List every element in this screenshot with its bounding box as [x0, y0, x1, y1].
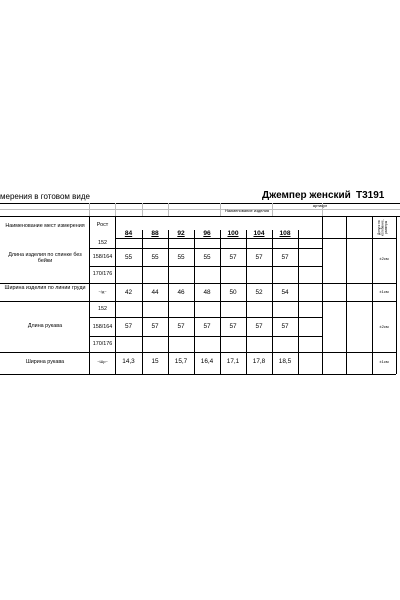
measurement-symbol: ~/д~: [98, 289, 107, 294]
table-bottom-border: [0, 374, 396, 375]
value-cell: 57: [281, 254, 289, 261]
grid-line: [272, 203, 273, 216]
value-cell: 57: [281, 323, 289, 330]
value-cell: 57: [255, 323, 263, 330]
value-cell: 57: [151, 323, 159, 330]
size-96: 96: [203, 230, 211, 237]
grid-line: [142, 203, 143, 216]
row-border: [89, 336, 322, 337]
value-cell: 46: [177, 289, 185, 296]
table-top-border: [0, 216, 400, 217]
col-border: [396, 216, 397, 374]
value-cell: 18,5: [278, 358, 292, 365]
size-92: 92: [177, 230, 185, 237]
header-height: Рост: [96, 222, 109, 228]
value-cell: 57: [229, 323, 237, 330]
tolerance-value: ±1см: [379, 359, 389, 364]
size-88: 88: [151, 230, 159, 237]
value-cell: 48: [203, 289, 211, 296]
sizes-underline: [115, 238, 322, 239]
tolerance-value: ±1см: [379, 289, 389, 294]
col-border: [322, 216, 323, 374]
col-border: [346, 216, 347, 374]
header-divider: [0, 209, 400, 210]
value-cell: 50: [229, 289, 237, 296]
row-border: [0, 352, 396, 353]
value-cell: 14,3: [122, 358, 135, 365]
size-84: 84: [124, 230, 133, 237]
grid-line: [115, 203, 116, 216]
article-label: артикул: [312, 203, 328, 208]
row-name-back-length: Длина изделия по спинке без бейки: [8, 252, 82, 265]
value-cell: 55: [124, 254, 133, 261]
row-name-sleeve-length: Длина рукава: [27, 323, 63, 329]
product-title: Джемпер женский: [262, 190, 351, 201]
grid-line: [220, 203, 221, 216]
row-border: [0, 301, 396, 302]
height-152: 152: [98, 306, 107, 312]
value-cell: 17,8: [252, 358, 266, 365]
height-170-176: 170/176: [92, 341, 113, 347]
row-border: [322, 238, 396, 239]
measurement-sheet: [0, 192, 400, 384]
value-cell: 55: [203, 254, 211, 261]
top-border: [0, 203, 400, 204]
value-cell: 57: [203, 323, 211, 330]
value-cell: 16,4: [200, 358, 214, 365]
height-158-164: 158/164: [92, 254, 113, 260]
value-cell: 44: [151, 289, 159, 296]
header-tolerance: Допуск на колебание, размеры: [377, 219, 389, 237]
row-name-sleeve-width: Ширина рукава: [25, 359, 65, 365]
product-name-label: Наименование изделия: [225, 208, 269, 213]
size-104: 104: [253, 230, 265, 237]
value-cell: 52: [255, 289, 263, 296]
height-158-164: 158/164: [92, 324, 113, 330]
tolerance-value: ±2см: [379, 256, 389, 261]
value-cell: 57: [229, 254, 237, 261]
size-108: 108: [279, 230, 291, 237]
height-152: 152: [98, 240, 107, 246]
sheet-title: мерения в готовом виде: [0, 192, 90, 201]
row-name-chest-width: Ширина изделия по линии груди: [4, 285, 86, 291]
value-cell: 17,1: [226, 358, 240, 365]
size-100: 100: [227, 230, 239, 237]
value-cell: 57: [177, 323, 185, 330]
col-border: [372, 216, 373, 374]
value-cell: 15: [151, 358, 159, 365]
height-170-176: 170/176: [92, 271, 113, 277]
value-cell: 15,7: [174, 358, 188, 365]
value-cell: 42: [124, 289, 133, 296]
value-cell: 57: [124, 323, 133, 330]
grid-line: [168, 203, 169, 216]
article-code: Т3191: [356, 190, 385, 201]
value-cell: 55: [177, 254, 185, 261]
tolerance-value: ±2см: [379, 324, 389, 329]
value-cell: 54: [281, 289, 289, 296]
value-cell: 57: [255, 254, 263, 261]
value-cell: 55: [151, 254, 159, 261]
header-measurement-name: Наименование мест измерения: [5, 223, 85, 229]
row-border: [89, 248, 322, 249]
row-border: [0, 283, 396, 284]
row-border: [89, 266, 322, 267]
grid-line: [89, 203, 90, 216]
measurement-symbol: ~Шр~: [97, 359, 108, 364]
row-border: [89, 317, 322, 318]
